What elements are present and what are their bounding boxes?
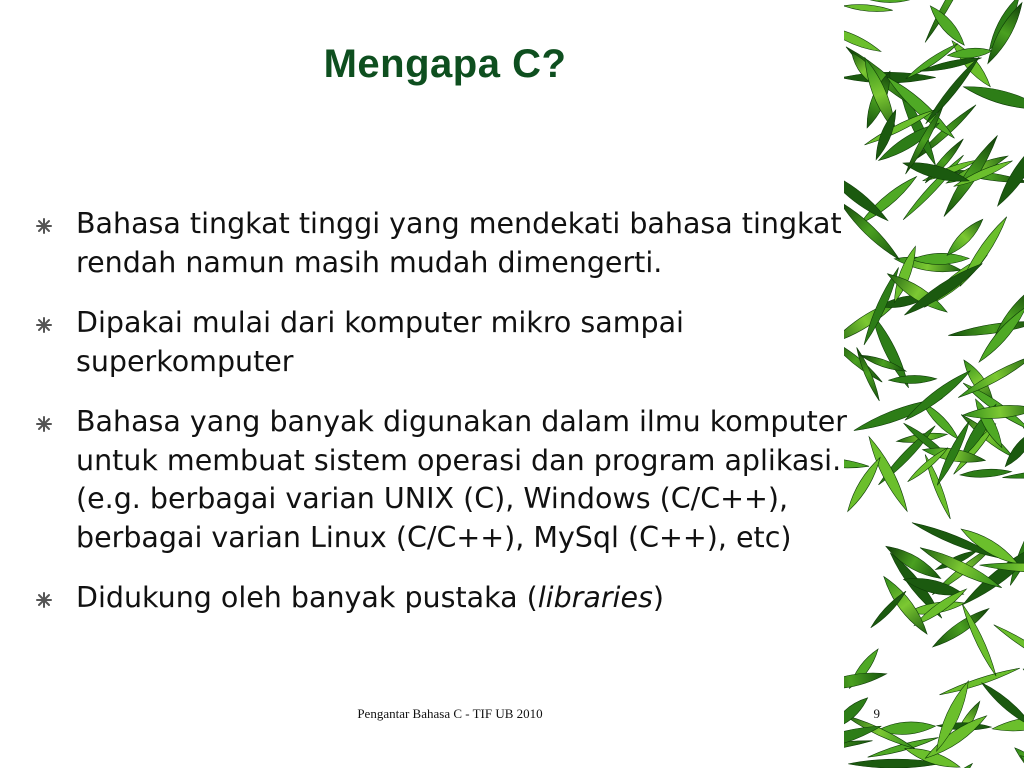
bamboo-leaf xyxy=(992,135,1024,210)
bullet-list xyxy=(36,205,876,640)
asterisk-bullet-icon xyxy=(36,218,52,234)
bullet-text: Bahasa yang banyak digunakan dalam ilmu komputer untuk membuat sistem operasi dan program aplikasi. (e.g. berbagai varian UNIX (C), Windows (C/C++), berbagai varian Linux (C/C++), MySql (C++), etc) xyxy=(76,405,848,554)
bamboo-leaf xyxy=(844,3,893,14)
slide-footer: Pengantar Bahasa C - TIF UB 2010 xyxy=(357,706,543,721)
bullet-text-after: ) xyxy=(652,581,664,614)
bamboo-leaf xyxy=(947,46,993,60)
bullet-text xyxy=(76,581,664,614)
bullet-item xyxy=(36,579,876,618)
bullet-text: Dipakai mulai dari komputer mikro sampai superkomputer xyxy=(76,306,684,378)
bullet-item xyxy=(36,304,876,381)
bamboo-leaf xyxy=(889,375,937,384)
bamboo-leaf xyxy=(1002,468,1024,481)
bamboo-leaf xyxy=(864,0,924,4)
asterisk-bullet-icon xyxy=(36,592,52,608)
bullet-item xyxy=(36,403,876,557)
bamboo-leaf xyxy=(992,622,1024,672)
bamboo-leaf xyxy=(938,665,1020,698)
asterisk-bullet-icon xyxy=(36,317,52,333)
bullet-item xyxy=(36,205,876,282)
bullet-text-italic: libraries xyxy=(537,581,653,614)
slide-title: Mengapa C? xyxy=(323,42,567,86)
asterisk-bullet-icon xyxy=(36,416,52,432)
bullet-text: Bahasa tingkat tinggi yang mendekati bahasa tingkat rendah namun masih mudah dimengerti. xyxy=(76,207,842,279)
bullet-text-before: Didukung oleh banyak pustaka ( xyxy=(76,581,538,614)
bamboo-leaf xyxy=(983,0,1024,66)
page-number: 9 xyxy=(873,706,880,721)
bamboo-leaf xyxy=(1011,743,1024,768)
